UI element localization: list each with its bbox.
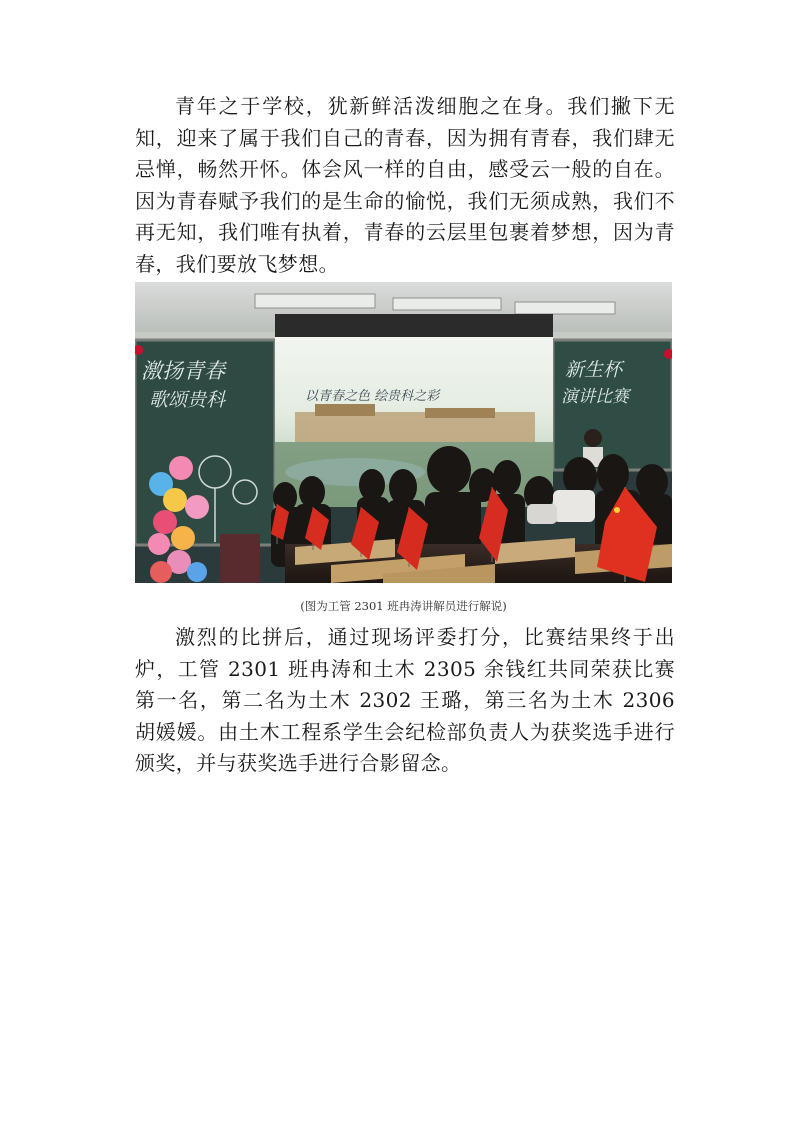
board-left-line2: 歌颂贵科	[149, 389, 226, 411]
paragraph-intro: 青年之于学校，犹新鲜活泼细胞之在身。我们撇下无知，迎来了属于我们自己的青春，因为拥有青春，我们肆无忌惮，畅然开怀。体会风一样的自由，感受云一般的自在。因为青春赋予我们的是生命的愉悦，我们无须成熟，我们不再无知，我们唯有执着，青春的云层里包裹着梦想，因为青春，我们要放飞梦想。	[135, 94, 675, 276]
screen-title: 以青春之色 绘贵科之彩	[305, 389, 440, 404]
paragraph-results: 激烈的比拼后，通过现场评委打分，比赛结果终于出炉，工管 2301 班冉涛和土木 2305 余钱红共同荣获比赛第一名，第二名为土木 2302 王璐，第三名为土木 2306 胡媛媛。由土木工程系学生会纪检部负责人为获奖选手进行颁奖，并与获奖选手进行合影留念。	[135, 625, 675, 775]
photo-caption: (图为工管 2301 班冉涛讲解员进行解说)	[300, 599, 507, 613]
board-left-line1: 激扬青春	[141, 359, 225, 383]
board-right-line2: 演讲比赛	[561, 387, 629, 407]
event-photo	[135, 282, 672, 583]
board-right-line1: 新生杯	[565, 359, 623, 381]
